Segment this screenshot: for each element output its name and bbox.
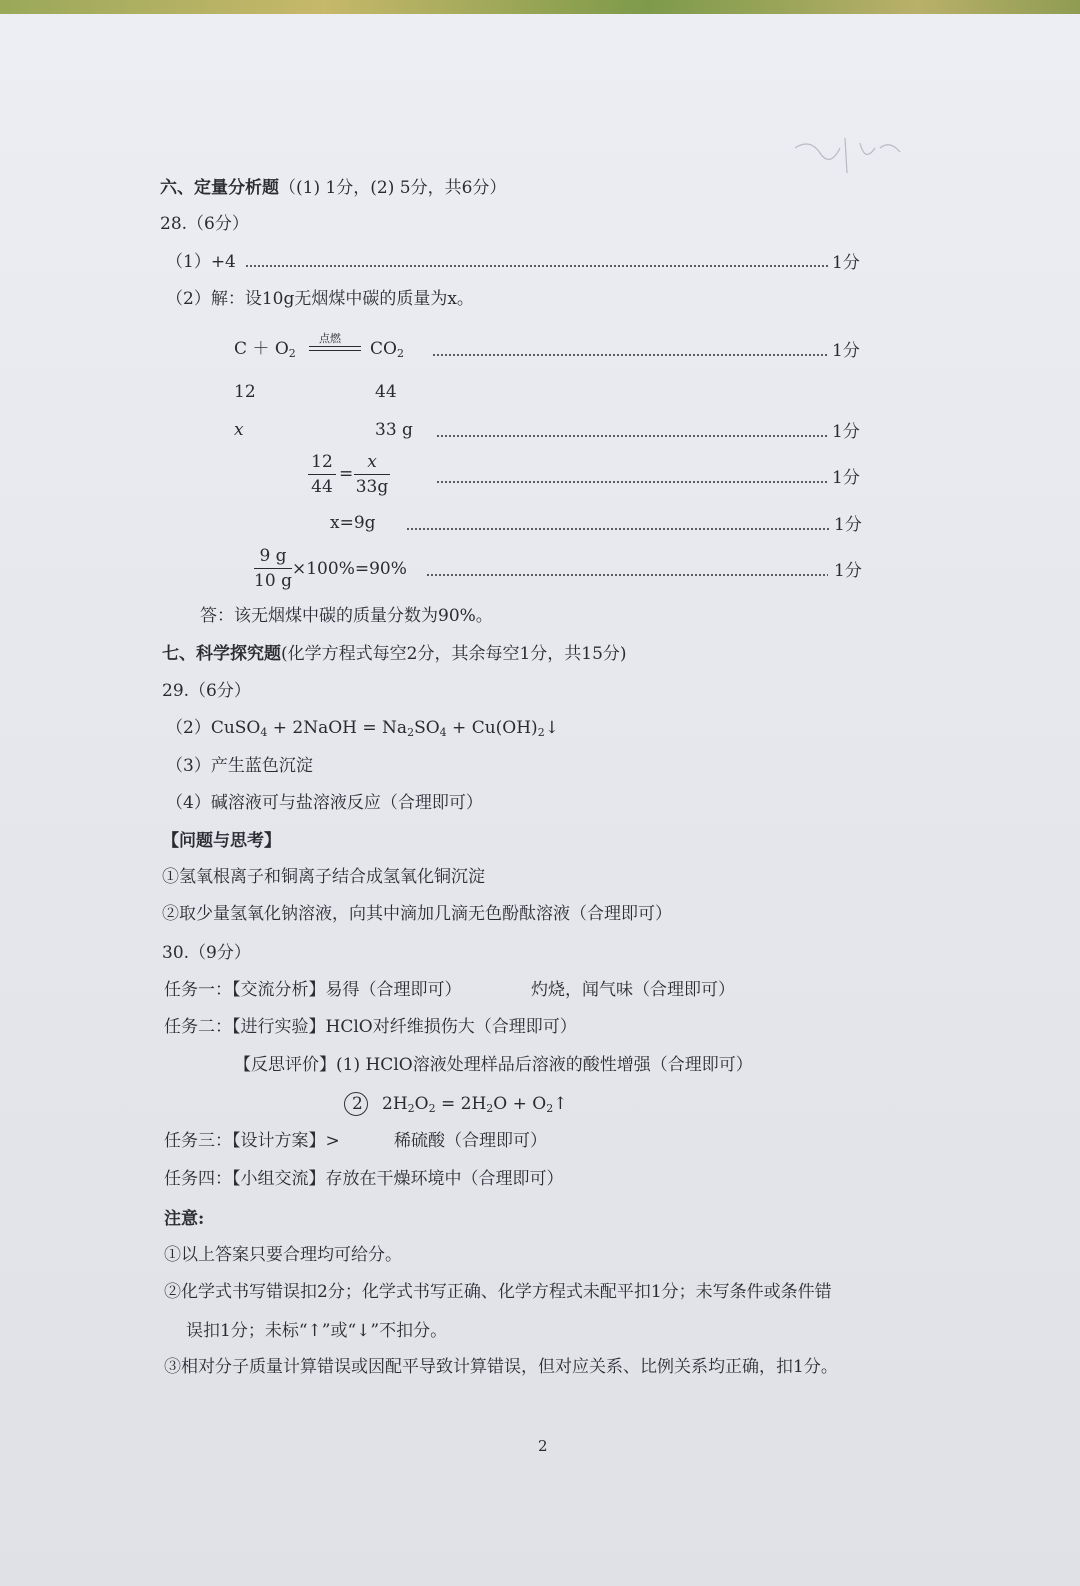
page-number: 2 [538, 1437, 548, 1455]
up-arrow: ↑ [553, 1094, 568, 1114]
notes-title: 注意: [164, 1209, 205, 1229]
eq-sub: 4 [439, 726, 447, 739]
q29-part2-equation [166, 717, 559, 744]
equation-line [309, 346, 361, 347]
q29-think1: ①氢氧根离子和铜离子结合成氢氧化铜沉淀 [162, 867, 485, 887]
section6-heading [160, 177, 506, 199]
eq-part: SO [414, 718, 440, 738]
o2-subscript: 2 [288, 347, 296, 360]
equation-product [370, 338, 404, 365]
q28-part2: （2）解：设10g无烟煤中碳的质量为x。 [166, 289, 474, 309]
q30-task2-reflect2-num: 2 [352, 1094, 363, 1114]
note-1: ①以上答案只要合理均可给分。 [164, 1245, 402, 1265]
ratio-left-den: 44 [311, 477, 333, 497]
down-arrow: ↓ [544, 718, 559, 738]
percent-num: 9 g [254, 545, 292, 569]
q30-task2: 任务二：【进行实验】HClO对纤维损伤大（合理即可） [164, 1017, 577, 1037]
equation-line [309, 350, 361, 351]
dot-leader [432, 354, 828, 356]
note-3: ③相对分子质量计算错误或因配平导致计算错误，但对应关系、比例关系均正确，扣1分。 [164, 1357, 838, 1377]
q29-label: 29.（6分） [162, 681, 251, 701]
dot-leader [426, 574, 828, 576]
note-2b: 误扣1分；未标“↑”或“↓”不扣分。 [186, 1321, 448, 1341]
reactant-text: C ＋ O [234, 339, 289, 359]
x-result: x=9g [330, 513, 376, 533]
q29-think2: ②取少量氢氧化钠溶液，向其中滴加几滴无色酚酞溶液（合理即可） [162, 904, 672, 924]
ratio-left [308, 451, 336, 498]
dot-leader [436, 481, 828, 483]
q29-heading: 【问题与思考】 [162, 831, 281, 851]
section6-note: （(1) 1分，(2) 5分，共6分） [279, 178, 507, 198]
unknown-x: x [234, 420, 244, 440]
dot-leader [245, 265, 828, 267]
eq-sub: 2 [537, 726, 545, 739]
section7-title: 七、科学探究题 [162, 644, 281, 664]
q28-answer: 答：该无烟煤中碳的质量分数为90%。 [200, 606, 493, 626]
q30-task3: 任务三：【设计方案】> [164, 1131, 340, 1151]
q30-label: 30.（9分） [162, 943, 251, 963]
section6-title: 六、定量分析题 [160, 178, 279, 198]
eq-sub: 4 [260, 726, 268, 739]
q30-task1b: 灼烧，闻气味（合理即可） [531, 980, 735, 1000]
eq-part: 2H [382, 1094, 408, 1114]
mass-12: 12 [234, 382, 256, 402]
mass-44: 44 [375, 382, 397, 402]
ratio-right-num: x [354, 451, 390, 475]
reaction-condition: 点燃 [319, 332, 341, 345]
q28-label: 28.（6分） [160, 214, 249, 234]
q30-task3b: 稀硫酸（合理即可） [394, 1131, 547, 1151]
ratio-score: 1分 [832, 468, 860, 488]
pencil-scribble [785, 118, 925, 188]
percent-fraction [254, 545, 292, 592]
eq-part: O [414, 1094, 429, 1114]
section7-note: (化学方程式每空2分，其余每空1分，共15分) [281, 644, 627, 664]
ratio-left-num: 12 [308, 451, 336, 475]
product-text: CO [370, 339, 397, 359]
eq-part: + 2NaOH = Na [267, 718, 408, 738]
mass-33g: 33 g [375, 420, 413, 440]
equation-score: 1分 [832, 341, 860, 361]
q30-task2-reflect2-equation [382, 1093, 567, 1120]
eq-part: + Cu(OH) [446, 718, 538, 738]
q28-part1: （1）+4 [166, 252, 236, 272]
eq-part: O + O [493, 1094, 547, 1114]
dot-leader [406, 528, 830, 530]
percent-den: 10 g [254, 571, 292, 591]
eq-sub: 2 [428, 1102, 436, 1115]
eq-part: （2）CuSO [166, 718, 261, 738]
q28-part1-score: 1分 [832, 253, 860, 273]
ratio-right-den: 33g [355, 477, 389, 497]
q30-task1: 任务一：【交流分析】易得（合理即可） [164, 980, 462, 1000]
eq-sub: 2 [546, 1102, 554, 1115]
q29-part3: （3）产生蓝色沉淀 [166, 756, 313, 776]
percent-score: 1分 [834, 561, 862, 581]
eq-sub: 2 [407, 1102, 415, 1115]
co2-subscript: 2 [396, 347, 404, 360]
ratio-equals: = [339, 464, 354, 484]
eq-part: = 2H [435, 1094, 487, 1114]
eq-sub: 2 [407, 726, 415, 739]
equation-reactants [234, 338, 296, 365]
q29-part4: （4）碱溶液可与盐溶液反应（合理即可） [166, 793, 483, 813]
q30-task2-reflect1: 【反思评价】(1) HClO溶液处理样品后溶液的酸性增强（合理即可） [234, 1055, 753, 1075]
q30-task4: 任务四：【小组交流】存放在干燥环境中（合理即可） [164, 1169, 564, 1189]
ratio-right [354, 451, 390, 498]
mass-score: 1分 [832, 422, 860, 442]
x-score: 1分 [834, 515, 862, 535]
note-2a: ②化学式书写错误扣2分；化学式书写正确、化学方程式未配平扣1分；未写条件或条件错 [164, 1282, 832, 1302]
background-strip [0, 0, 1080, 14]
dot-leader [436, 435, 828, 437]
percent-expression: ×100%=90% [292, 559, 407, 579]
section7-heading [162, 643, 627, 665]
eq-sub: 2 [486, 1102, 494, 1115]
